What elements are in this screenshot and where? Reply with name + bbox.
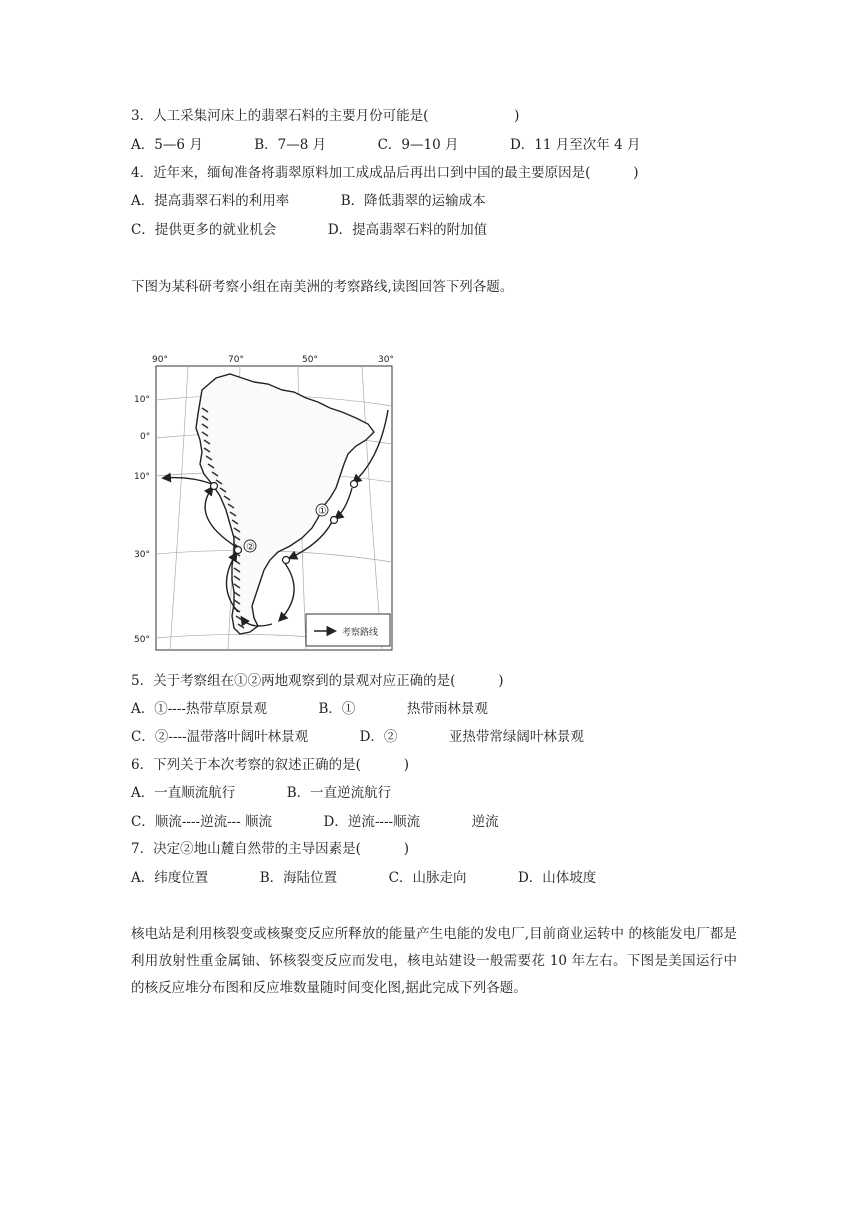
legend-label: 考察路线 xyxy=(342,628,379,638)
lat-label-10n: 10° xyxy=(134,395,150,405)
lon-label-90: 90° xyxy=(152,355,168,365)
south-america-route-map xyxy=(130,348,410,658)
lat-label-30s: 30° xyxy=(134,550,150,560)
q7-stem: 7．决定②地山麓自然带的主导因素是( ) xyxy=(131,841,410,857)
lon-label-30: 30° xyxy=(378,355,394,365)
lon-label-70: 70° xyxy=(228,355,244,365)
q6-options-row-1: A．一直顺流航行 B．一直逆流航行 xyxy=(131,785,392,801)
q4-stem: 4．近年来，缅甸准备将翡翠原料加工成成品后再出口到中国的最主要原因是( ) xyxy=(131,165,639,181)
lat-label-10s: 10° xyxy=(134,472,150,482)
q3-options: A．5—6 月 B．7—8 月 C．9—10 月 D．11 月至次年 4 月 xyxy=(131,137,641,153)
q4-options-row-2: C．提供更多的就业机会 D．提高翡翠石料的附加值 xyxy=(131,222,488,238)
q5-stem: 5．关于考察组在①②两地观察到的景观对应正确的是( ) xyxy=(131,673,504,689)
q6-stem: 6．下列关于本次考察的叙述正确的是( ) xyxy=(131,757,410,773)
lat-label-0: 0° xyxy=(140,432,151,442)
q5-options-row-2: C．②----温带落叶阔叶林景观 D．② 亚热带常绿阔叶林景观 xyxy=(131,729,584,745)
lat-label-50s: 50° xyxy=(134,635,150,645)
point-label-2: ② xyxy=(246,542,255,553)
lon-label-50: 50° xyxy=(302,355,318,365)
section-intro-south-america: 下图为某科研考察小组在南美洲的考察路线,读图回答下列各题。 xyxy=(131,279,514,295)
point-label-1: ① xyxy=(318,506,327,517)
q7-options: A．纬度位置 B．海陆位置 C．山脉走向 D．山体坡度 xyxy=(131,870,597,886)
section-intro-nuclear: 核电站是利用核裂变或核聚变反应所释放的能量产生电能的发电厂,目前商业运转中 的核能发电厂都是利用放射性重金属铀、钚核裂变反应而发电，核电站建设一般需要花 10 年左右。下图是美国运行中的核反应堆分布图和反应堆数量随时间变化图,据此完成下列各题。 xyxy=(131,926,737,996)
q4-options-row-1: A．提高翡翠石料的利用率 B．降低翡翠的运输成本 xyxy=(131,193,486,209)
q5-options-row-1: A．①----热带草原景观 B．① 热带雨林景观 xyxy=(131,701,488,717)
q3-stem: 3．人工采集河床上的翡翠石料的主要月份可能是( ) xyxy=(131,108,520,124)
q6-options-row-2: C．顺流----逆流--- 顺流 D．逆流----顺流 逆流 xyxy=(131,814,499,830)
